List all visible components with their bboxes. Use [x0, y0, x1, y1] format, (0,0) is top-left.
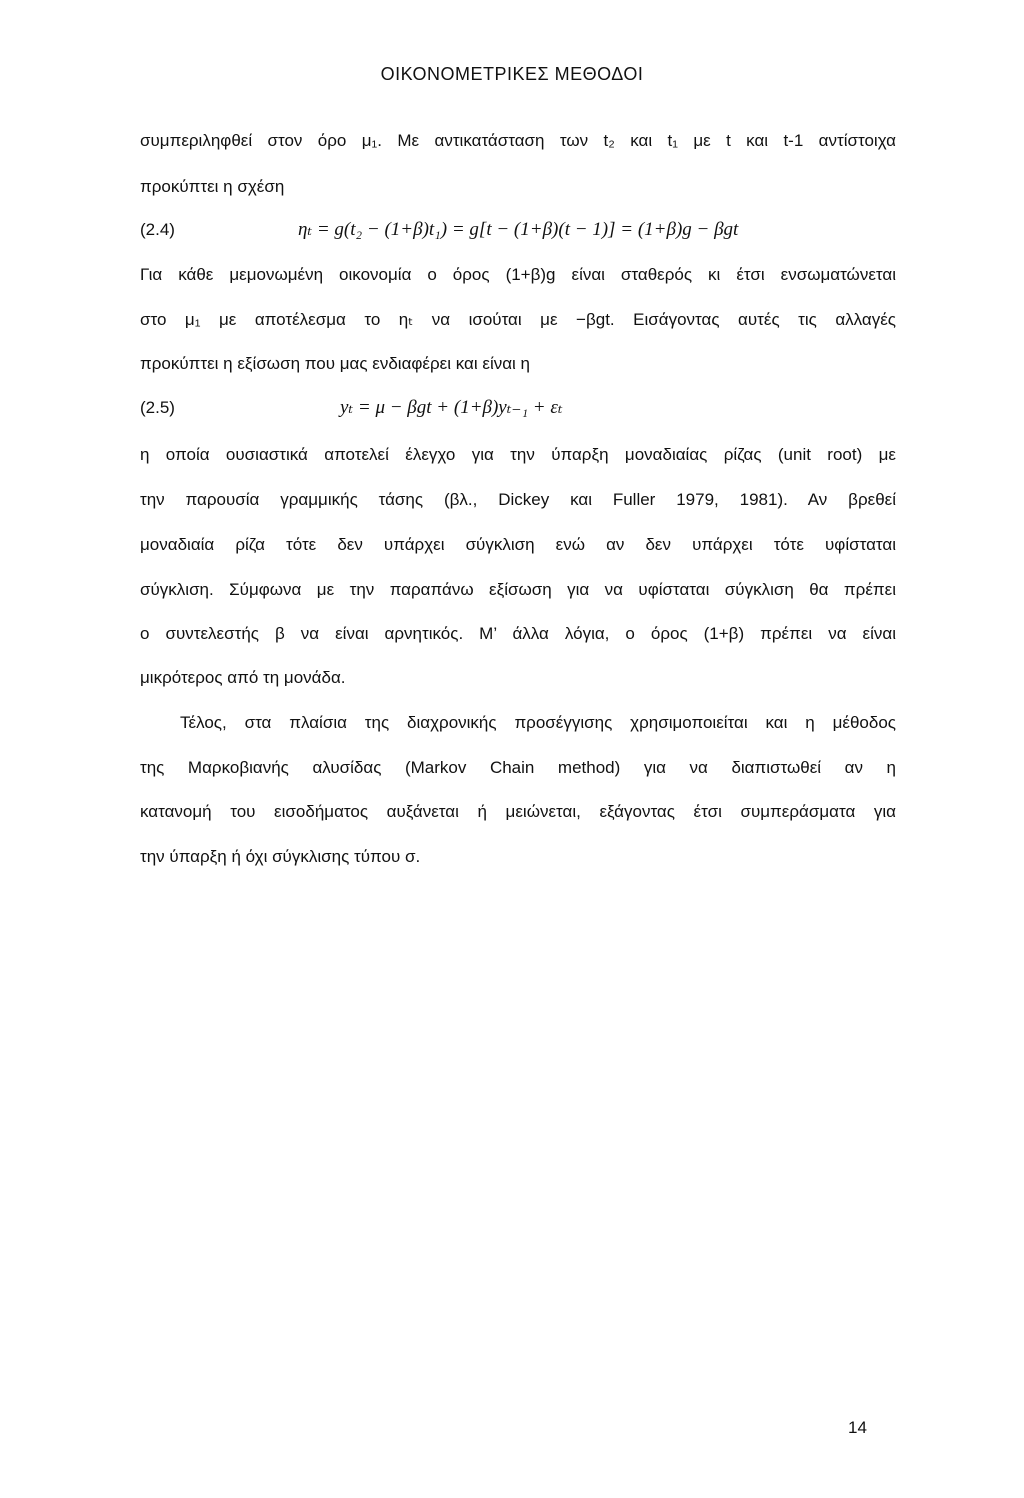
- paragraph-line: προκύπτει η εξίσωση που μας ενδιαφέρει και είναι η: [140, 354, 531, 373]
- paragraph-line: Τέλος, στα πλαίσια της διαχρονικής προσέγγισης χρησιμοποιείται και η μέθοδος: [180, 713, 896, 732]
- equation-label-2-5: (2.5): [140, 398, 175, 417]
- paragraph-line: ο συντελεστής β να είναι αρνητικός. Μ’ άλλα λόγια, ο όρος (1+β) πρέπει να είναι: [140, 624, 896, 643]
- paragraph-line: κατανομή του εισοδήματος αυξάνεται ή μειώνεται, εξάγοντας έτσι συμπεράσματα για: [140, 802, 896, 821]
- paragraph-line: μοναδιαία ρίζα τότε δεν υπάρχει σύγκλιση ενώ αν δεν υπάρχει τότε υφίσταται: [140, 535, 896, 554]
- paragraph-line: την ύπαρξη ή όχι σύγκλισης τύπου σ.: [140, 847, 421, 866]
- paragraph-line: η οποία ουσιαστικά αποτελεί έλεγχο για την ύπαρξη μοναδιαίας ρίζας (unit root) με: [140, 445, 896, 464]
- equation-label-2-4: (2.4): [140, 220, 175, 239]
- paragraph-line: προκύπτει η σχέση: [140, 177, 285, 196]
- paragraph-line: της Μαρκοβιανής αλυσίδας (Markov Chain method) για να διαπιστωθεί αν η: [140, 758, 896, 777]
- paragraph-line: σύγκλιση. Σύμφωνα με την παραπάνω εξίσωση για να υφίσταται σύγκλιση θα πρέπει: [140, 580, 896, 599]
- equation-2-5: yₜ = μ − βgt + (1+β)yₜ₋₁ + εₜ: [340, 397, 563, 418]
- paragraph-line: συμπεριληφθεί στον όρο μ₁. Με αντικατάσταση των t₂ και t₁ με t και t-1 αντίστοιχα: [140, 131, 896, 150]
- paragraph-line: Για κάθε μεμονωμένη οικονομία ο όρος (1+β)g είναι σταθερός κι έτσι ενσωματώνεται: [140, 265, 896, 284]
- paragraph-line: στο μ₁ με αποτέλεσμα το ηₜ να ισούται με −βgt. Εισάγοντας αυτές τις αλλαγές: [140, 310, 896, 329]
- equation-2-4: ηₜ = g(t₂ − (1+β)t₁) = g[t − (1+β)(t − 1)] = (1+β)g − βgt: [298, 219, 739, 240]
- paragraph-line: μικρότερος από τη μονάδα.: [140, 668, 346, 687]
- paragraph-line: την παρουσία γραμμικής τάσης (βλ., Dickey και Fuller 1979, 1981). Αν βρεθεί: [140, 490, 896, 509]
- page-number: 14: [848, 1418, 867, 1437]
- running-header: ΟΙΚΟΝΟΜΕΤΡΙΚΕΣ ΜΕΘΟΔΟΙ: [380, 64, 644, 84]
